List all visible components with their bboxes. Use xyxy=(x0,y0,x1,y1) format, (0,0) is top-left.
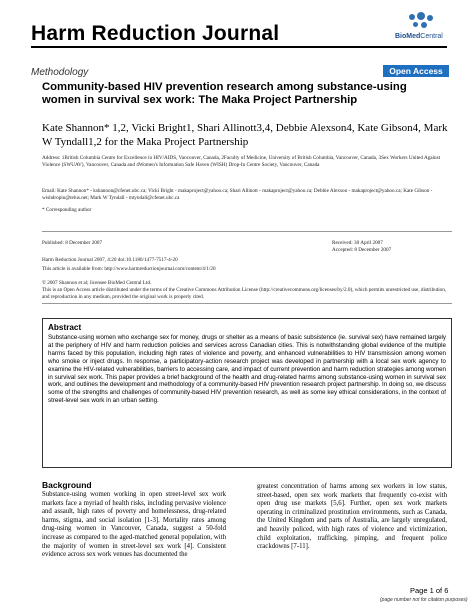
logo-text-bold: BioMed xyxy=(395,33,421,40)
author-emails: Email: Kate Shannon* - kshannon@cfenet.ubc.ca; Vicki Bright - makaproject@yahoo.ca; Shari Allinott - makaproject@yahoo.ca; Debbie Alexson - makaproject@yahoo.ca; Kate Gibson - wishdropin@telus.net; Mark W Tyndall - mtyndall@cfenet.ubc.ca xyxy=(42,188,433,202)
author-addresses: Address: 1British Columbia Centre for Excellence in HIV/AIDS, Vancouver, Canada, 2Faculty of Medicine, University of British Columbia, Vancouver, Canada, 3Sex Workers United Against Violence (SWUAV), Vancouver, Canada and 4Women's Information Safe Haven (WISH) Drop-In Centre Society, Vancouver, Canada xyxy=(42,155,441,169)
author-list: Kate Shannon* 1,2, Vicki Bright1, Shari Allinott3,4, Debbie Alexson4, Kate Gibson4, Mark W Tyndall1,2 for the Maka Project Partnership xyxy=(42,122,448,148)
abstract-box xyxy=(42,318,452,468)
paper-title: Community-based HIV prevention research among substance-using women in survival sex work: The Maka Project Partnership xyxy=(42,81,407,106)
license-text: This is an Open Access article distributed under the terms of the Creative Commons Attribution License (http://creativecommons.org/licenses/by/2.0), which permits unrestricted use, distribution, and reproduction in any medium, provided the original work is properly cited. xyxy=(42,287,447,301)
divider xyxy=(42,231,452,232)
abstract-heading: Abstract xyxy=(48,323,82,332)
article-section: Methodology xyxy=(31,67,89,78)
divider xyxy=(42,303,452,304)
open-access-badge: Open Access xyxy=(383,65,449,77)
corresponding-author-note: * Corresponding author xyxy=(42,207,92,213)
biomed-central-logo xyxy=(395,12,447,40)
abstract-text: Substance-using women who exchange sex for money, drugs or shelter as a means of basic subsistence (ie. survival sex) have remained largely at the periphery of HIV and harm reduction policies and services across Canadian cities. This is notwithstanding global evidence of the multiple harms faced by this population, including high rates of violence and poverty, and enhanced vulnerabilities to HIV transmission among women who smoke or inject drugs. In response, a participatory-action research project was developed in partnership with a local sex work agency to examine the HIV-related vulnerabilities, barriers to accessing care, and impact of current prevention and harm reduction strategies among women in survival sex work. This paper provides a brief background of the health and drug-related harms among substance-using women in survival sex work, and outlines the development and methodology of a community-based HIV prevention research project partnership. In doing so, we discuss some of the strengths and challenges of community-based HIV prevention research, as well as some key ethical considerations, in the context of street-level sex work in an urban setting. xyxy=(48,334,446,405)
background-heading: Background xyxy=(42,480,92,490)
body-column-right: greatest concentration of harms among sex workers in low status, street-based, open sex work markets that frequently co-exist with open drug use markets [5,6]. Further, open sex work markets operating in criminalized prostitution environments, such as Canada, the United Kingdom and parts of Australia, are largely unregulated, and heavily policed, with high rates of violence and victimization, child exploitation, trafficking, pimping, and frequent police crackdowns [7-11]. xyxy=(257,483,447,551)
article-url[interactable]: This article is available from: http://www.harmreductionjournal.com/content/4/1/20 xyxy=(42,266,216,272)
journal-title: Harm Reduction Journal xyxy=(31,22,280,45)
page-number: Page 1 of 6 xyxy=(410,586,449,595)
page-number-note: (page number not for citation purposes) xyxy=(380,597,468,603)
citation-line: Harm Reduction Journal 2007, 4:20 doi:10.1186/1477-7517-4-20 xyxy=(42,257,178,263)
received-date: Received: 30 April 2007 xyxy=(332,240,383,246)
accepted-date: Accepted: 8 December 2007 xyxy=(332,247,392,254)
header-rule xyxy=(31,46,447,48)
body-column-left: Substance-using women working in open street-level sex work markets face a myriad of health risks, including pervasive violence and assault, high rates of poverty and homelessness, drug-related harms, stigma, and social isolation [1-3]. Mortality rates among drug-using women in Vancouver, Canada, suggest a 50-fold increase as compared to the aged-matched general population, with the majority of women in street-level sex work [4]. Consistent evidence across sex work venues has documented the xyxy=(42,491,226,559)
dates-block xyxy=(332,240,452,254)
copyright-block xyxy=(42,280,452,301)
logo-dots-icon xyxy=(409,12,435,30)
published-date: Published: 8 December 2007 xyxy=(42,240,103,246)
copyright-line: © 2007 Shannon et al; licensee BioMed Central Ltd. xyxy=(42,280,152,286)
logo-text: Central xyxy=(420,33,443,40)
